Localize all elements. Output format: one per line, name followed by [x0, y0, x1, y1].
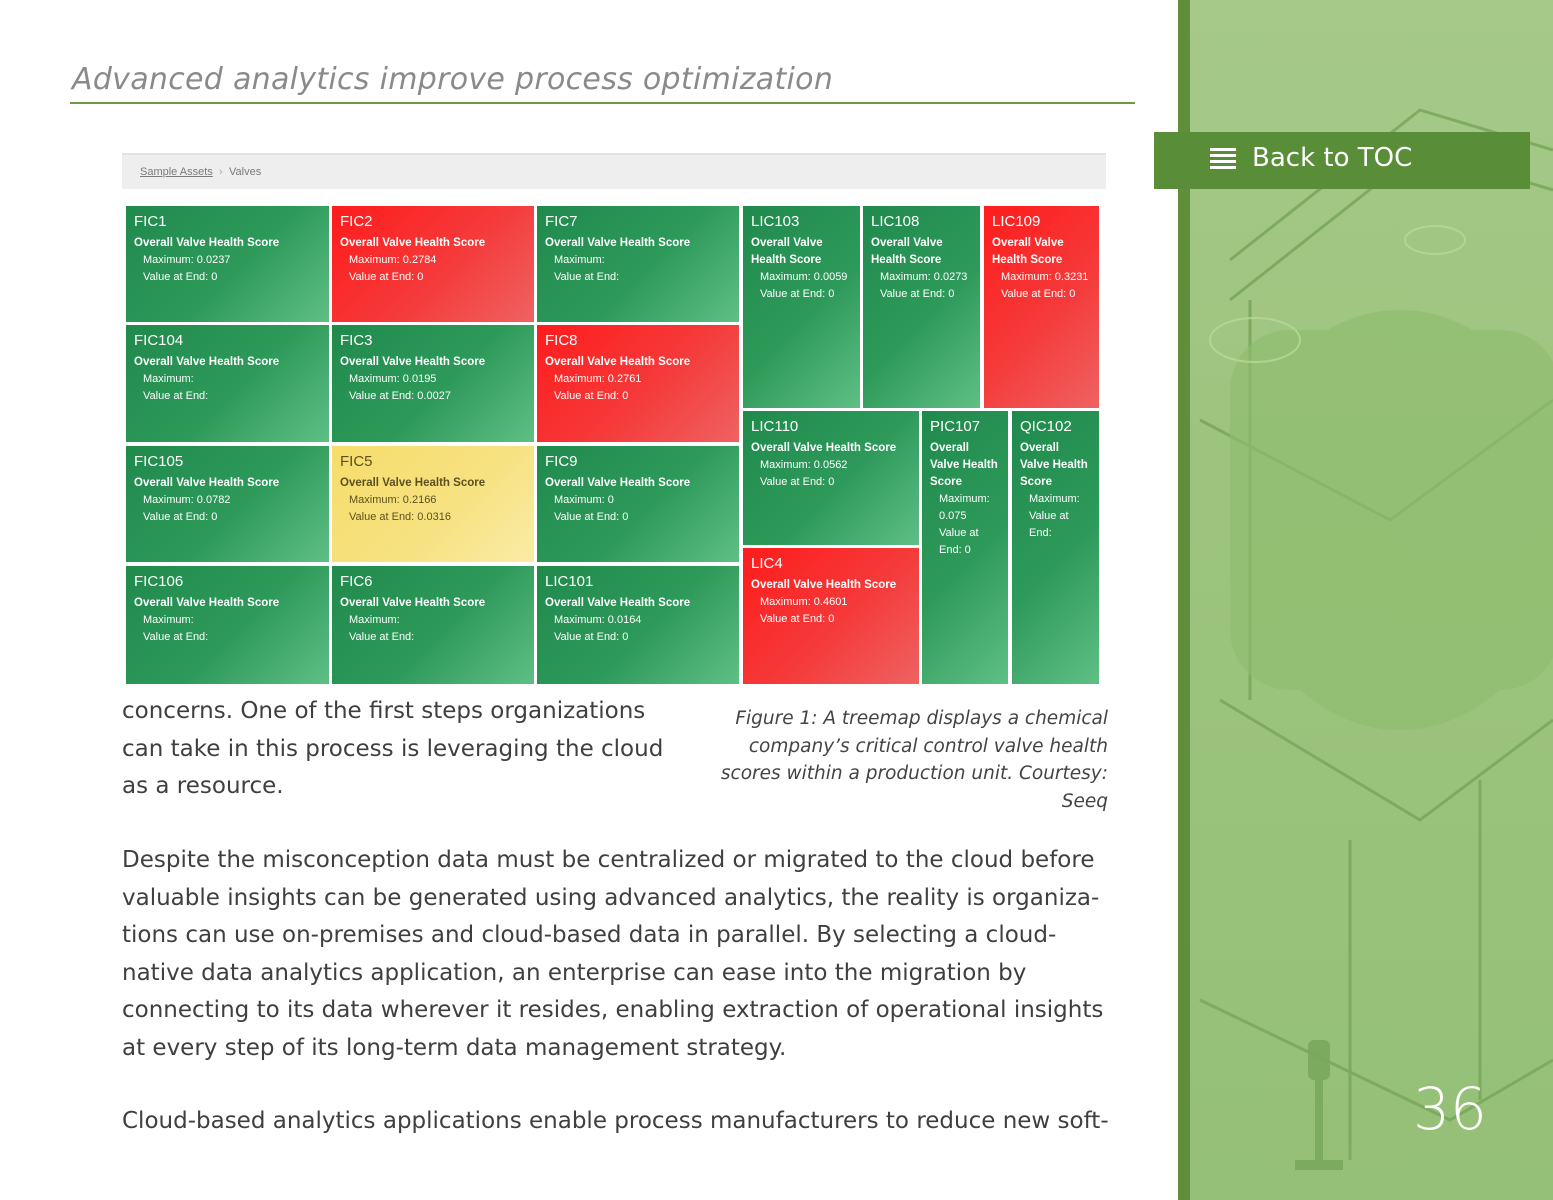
tile-metric: Overall Valve Health Score	[134, 597, 280, 609]
figure-caption: Figure 1: A treemap displays a chemical company’s critical control valve health scores within a production unit. Courtesy: Seeq	[720, 708, 1108, 812]
tile-maximum: Maximum: 0.0195	[349, 373, 437, 385]
treemap-tile-fic2[interactable]	[332, 206, 534, 322]
tile-metric: Overall Valve Health Score	[545, 597, 691, 609]
tile-value-at-end: Value at End: 0	[1001, 288, 1076, 300]
tile-value-at-end: Value at End:	[554, 271, 620, 283]
treemap-tile-fic6[interactable]	[332, 566, 534, 684]
tile-metric: Overall Valve Health Score	[134, 237, 280, 249]
breadcrumb-separator: ›	[219, 166, 223, 178]
tile-value-at-end: Value at End:	[349, 631, 415, 643]
treemap	[122, 153, 1106, 687]
tile-metric: Overall Valve Health Score	[545, 237, 691, 249]
tile-maximum: Maximum: 0.3231	[1001, 271, 1089, 283]
tile-metric: Overall Valve Health Score	[992, 237, 1064, 266]
treemap-tile-fic106[interactable]	[126, 566, 329, 684]
tile-value-at-end: Value at End:	[1029, 510, 1069, 539]
back-to-toc-button[interactable]	[1154, 132, 1530, 189]
treemap-tile-fic8[interactable]	[537, 325, 739, 442]
tile-value-at-end: Value at End: 0	[880, 288, 955, 300]
tile-metric: Overall Valve Health Score	[930, 442, 998, 488]
tile-maximum: Maximum: 0.4601	[760, 596, 848, 608]
tile-name: FIC9	[545, 453, 578, 470]
treemap-tile-fic105[interactable]	[126, 446, 329, 562]
tile-metric: Overall Valve Health Score	[545, 356, 691, 368]
list-icon	[1210, 147, 1236, 171]
paragraph-3: Cloud-based analytics applications enable process manufacturers to reduce new soft-	[122, 1108, 1109, 1134]
tile-name: PIC107	[930, 418, 981, 435]
tile-name: FIC3	[340, 332, 373, 349]
paragraph-1: concerns. One of the first steps organizations can take in this process is leveraging the cloud as a resource.	[122, 698, 664, 799]
tile-value-at-end: Value at End: 0.0316	[349, 511, 451, 523]
tile-maximum: Maximum: 0.2761	[554, 373, 642, 385]
breadcrumb-current: Valves	[229, 166, 262, 178]
tile-name: FIC8	[545, 332, 578, 349]
tile-value-at-end: Value at End: 0	[143, 271, 218, 283]
treemap-tile-lic108[interactable]	[863, 206, 980, 408]
page-header-title: Advanced analytics improve process optimization	[72, 62, 834, 97]
paragraph-2: Despite the misconception data must be centralized or migrated to the cloud before valuable insights can be generated using advanced analytics, the reality is organiza- tions can use on-premises and cloud-based data in parallel. By selecting a cloud-native data analytics application, an enterprise can ease into the migration by connecting to its data wherever it resides, enabling extraction of operational insights at every step of its long-term data management strategy.	[122, 847, 1104, 1061]
treemap-tile-lic4[interactable]	[743, 548, 919, 684]
tile-value-at-end: Value at End: 0.0027	[349, 390, 451, 402]
treemap-tile-pic107[interactable]	[922, 411, 1008, 684]
tile-name: FIC2	[340, 213, 373, 230]
tile-name: LIC108	[871, 213, 920, 230]
tile-name: LIC103	[751, 213, 800, 230]
tile-name: FIC104	[134, 332, 184, 349]
breadcrumb-link-sample-assets[interactable]: Sample Assets	[140, 166, 213, 178]
tile-name: LIC109	[992, 213, 1041, 230]
treemap-tile-lic101[interactable]	[537, 566, 739, 684]
treemap-tile-fic5[interactable]	[332, 446, 534, 562]
tile-metric: Overall Valve Health Score	[134, 356, 280, 368]
treemap-tile-lic110[interactable]	[743, 411, 919, 545]
tile-maximum: Maximum: 0.0273	[880, 271, 968, 283]
tile-value-at-end: Value at End:	[143, 631, 209, 643]
tile-maximum: Maximum:	[143, 373, 194, 385]
tile-maximum: Maximum: 0.0164	[554, 614, 642, 626]
tile-metric: Overall Valve Health Score	[134, 477, 280, 489]
tile-maximum: Maximum: 0.0059	[760, 271, 848, 283]
tile-value-at-end: Value at End: 0	[143, 511, 218, 523]
tile-metric: Overall Valve Health Score	[871, 237, 943, 266]
treemap-tile-lic103[interactable]	[743, 206, 860, 408]
tile-metric: Overall Valve Health Score	[340, 597, 486, 609]
tile-metric: Overall Valve Health Score	[751, 442, 897, 454]
treemap-tile-fic9[interactable]	[537, 446, 739, 562]
tile-maximum: Maximum:	[143, 614, 194, 626]
tile-name: FIC106	[134, 573, 184, 590]
tile-maximum: Maximum: 0.0562	[760, 459, 848, 471]
treemap-tile-fic1[interactable]	[126, 206, 329, 322]
tile-value-at-end: Value at End: 0	[760, 288, 835, 300]
tile-metric: Overall Valve Health Score	[340, 356, 486, 368]
treemap-tile-fic7[interactable]	[537, 206, 739, 322]
tile-metric: Overall Valve Health Score	[545, 477, 691, 489]
tile-maximum: Maximum: 0.2784	[349, 254, 437, 266]
tile-metric: Overall Valve Health Score	[751, 579, 897, 591]
tile-name: FIC1	[134, 213, 167, 230]
tile-metric: Overall Valve Health Score	[1020, 442, 1088, 488]
tile-value-at-end: Value at End: 0	[760, 476, 835, 488]
tile-maximum: Maximum: 0.075	[939, 493, 990, 522]
tile-metric: Overall Valve Health Score	[751, 237, 823, 266]
tile-name: LIC4	[751, 555, 783, 572]
tile-name: LIC101	[545, 573, 594, 590]
tile-value-at-end: Value at End: 0	[760, 613, 835, 625]
treemap-tile-lic109[interactable]	[984, 206, 1099, 408]
tile-metric: Overall Valve Health Score	[340, 237, 486, 249]
treemap-tile-qic102[interactable]	[1012, 411, 1099, 684]
tile-value-at-end: Value at End: 0	[939, 527, 979, 556]
tile-maximum: Maximum: 0	[554, 494, 614, 506]
tile-maximum: Maximum:	[554, 254, 605, 266]
header-rule	[70, 102, 1135, 104]
tile-name: FIC6	[340, 573, 373, 590]
tile-name: FIC105	[134, 453, 184, 470]
tile-value-at-end: Value at End: 0	[349, 271, 424, 283]
treemap-tile-fic3[interactable]	[332, 325, 534, 442]
tile-name: FIC7	[545, 213, 578, 230]
tile-maximum: Maximum:	[349, 614, 400, 626]
tile-metric: Overall Valve Health Score	[340, 477, 486, 489]
tile-value-at-end: Value at End: 0	[554, 390, 629, 402]
tile-value-at-end: Value at End:	[143, 390, 209, 402]
tile-name: QIC102	[1020, 418, 1072, 435]
tile-value-at-end: Value at End: 0	[554, 511, 629, 523]
tile-maximum: Maximum:	[1029, 493, 1080, 505]
page-number: 36	[1413, 1075, 1487, 1143]
tile-maximum: Maximum: 0.2166	[349, 494, 437, 506]
tile-value-at-end: Value at End: 0	[554, 631, 629, 643]
treemap-tile-fic104[interactable]	[126, 325, 329, 442]
tile-name: LIC110	[751, 418, 799, 435]
tile-name: FIC5	[340, 453, 373, 470]
back-to-toc-label: Back to TOC	[1252, 143, 1413, 173]
treemap-figure	[122, 153, 1106, 687]
tile-maximum: Maximum: 0.0237	[143, 254, 231, 266]
tile-maximum: Maximum: 0.0782	[143, 494, 231, 506]
